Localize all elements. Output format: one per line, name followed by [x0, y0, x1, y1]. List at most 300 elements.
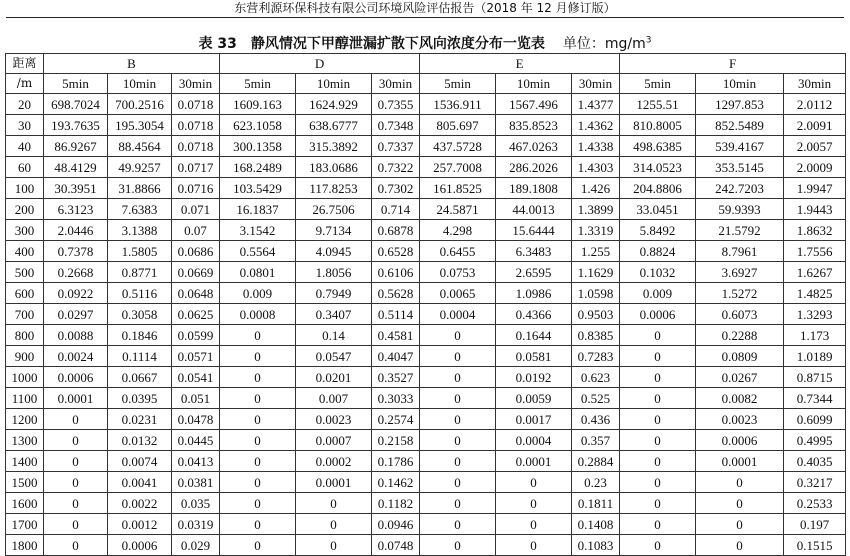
table-title-text: 表 33 静风情况下甲醇泄漏扩散下风向浓度分布一览表 [198, 36, 545, 52]
concentration-cell: 1.0598 [572, 283, 620, 304]
concentration-cell: 0.0625 [172, 304, 220, 325]
concentration-cell: 1.7556 [784, 241, 846, 262]
concentration-cell: 0 [44, 514, 108, 535]
concentration-cell: 168.2489 [220, 157, 296, 178]
concentration-cell: 0.0192 [496, 367, 572, 388]
concentration-cell: 204.8806 [620, 178, 696, 199]
concentration-cell: 0.0571 [172, 346, 220, 367]
time-header: 10min [296, 74, 372, 94]
table-row [6, 115, 846, 136]
concentration-cell: 0.5116 [108, 283, 172, 304]
concentration-cell: 0 [496, 535, 572, 556]
concentration-cell: 0.0024 [44, 346, 108, 367]
concentration-cell: 2.0091 [784, 115, 846, 136]
concentration-cell: 0 [696, 493, 784, 514]
header-rule [6, 17, 844, 18]
concentration-cell: 0.0201 [296, 367, 372, 388]
concentration-cell: 0.0001 [696, 451, 784, 472]
concentration-cell: 2.0112 [784, 94, 846, 115]
concentration-cell: 0.7344 [784, 388, 846, 409]
concentration-cell: 1.4362 [572, 115, 620, 136]
concentration-cell: 0.436 [572, 409, 620, 430]
concentration-cell: 0.5628 [372, 283, 420, 304]
concentration-cell: 0.8824 [620, 241, 696, 262]
concentration-cell: 0.0065 [420, 283, 496, 304]
concentration-cell: 0 [296, 493, 372, 514]
distance-cell: 400 [6, 241, 44, 262]
table-row [6, 346, 846, 367]
concentration-cell: 437.5728 [420, 136, 496, 157]
distance-cell: 1000 [6, 367, 44, 388]
concentration-cell: 0.0082 [696, 388, 784, 409]
concentration-cell: 7.6383 [108, 199, 172, 220]
table-row [6, 367, 846, 388]
concentration-cell: 0.0088 [44, 325, 108, 346]
concentration-cell: 0.0946 [372, 514, 420, 535]
concentration-cell: 0.0074 [108, 451, 172, 472]
concentration-cell: 0.0132 [108, 430, 172, 451]
concentration-cell: 0.0059 [496, 388, 572, 409]
concentration-cell: 0.1811 [572, 493, 620, 514]
distance-cell: 900 [6, 346, 44, 367]
concentration-cell: 0 [420, 472, 496, 493]
concentration-cell: 0.357 [572, 430, 620, 451]
concentration-cell: 498.6385 [620, 136, 696, 157]
table-unit-text: 单位：mg/m [562, 36, 646, 52]
concentration-cell: 698.7024 [44, 94, 108, 115]
concentration-cell: 5.8492 [620, 220, 696, 241]
concentration-cell: 0 [420, 535, 496, 556]
concentration-cell: 0.0231 [108, 409, 172, 430]
concentration-cell: 195.3054 [108, 115, 172, 136]
distance-cell: 1400 [6, 451, 44, 472]
table-title [0, 35, 850, 53]
concentration-cell: 2.6595 [496, 262, 572, 283]
concentration-cell: 2.0057 [784, 136, 846, 157]
concentration-cell: 0.5114 [372, 304, 420, 325]
concentration-cell: 9.7134 [296, 220, 372, 241]
concentration-cell: 0.071 [172, 199, 220, 220]
concentration-cell: 2.0446 [44, 220, 108, 241]
concentration-cell: 3.6927 [696, 262, 784, 283]
concentration-cell: 0.8771 [108, 262, 172, 283]
concentration-cell: 242.7203 [696, 178, 784, 199]
concentration-cell: 0.7322 [372, 157, 420, 178]
concentration-cell: 1255.51 [620, 94, 696, 115]
concentration-cell: 353.5145 [696, 157, 784, 178]
concentration-cell: 0 [620, 493, 696, 514]
table-row [6, 409, 846, 430]
distance-cell: 1800 [6, 535, 44, 556]
concentration-cell: 0.0669 [172, 262, 220, 283]
concentration-cell: 0.0004 [420, 304, 496, 325]
concentration-cell: 0 [620, 535, 696, 556]
concentration-cell: 1624.929 [296, 94, 372, 115]
concentration-cell: 0 [220, 388, 296, 409]
concentration-cell: 0 [496, 493, 572, 514]
table-unit [563, 36, 652, 52]
concentration-cell: 0.4035 [784, 451, 846, 472]
concentration-cell: 0.714 [372, 199, 420, 220]
concentration-cell: 0.0445 [172, 430, 220, 451]
time-header: 5min [44, 74, 108, 94]
concentration-cell: 0.0718 [172, 115, 220, 136]
concentration-cell: 1.4825 [784, 283, 846, 304]
concentration-cell: 0.029 [172, 535, 220, 556]
concentration-cell: 700.2516 [108, 94, 172, 115]
concentration-cell: 0.1408 [572, 514, 620, 535]
time-header: 30min [372, 74, 420, 94]
concentration-cell: 0.0541 [172, 367, 220, 388]
concentration-cell: 0 [220, 409, 296, 430]
class-header-d: D [220, 54, 420, 74]
class-header-b: B [44, 54, 220, 74]
table-header-row-classes [6, 54, 846, 74]
concentration-cell: 0.6878 [372, 220, 420, 241]
concentration-cell: 0 [44, 472, 108, 493]
concentration-cell: 1.9443 [784, 199, 846, 220]
concentration-cell: 1.1629 [572, 262, 620, 283]
concentration-cell: 0.0581 [496, 346, 572, 367]
concentration-cell: 0 [44, 430, 108, 451]
concentration-cell: 0 [220, 430, 296, 451]
time-header: 5min [220, 74, 296, 94]
concentration-cell: 33.0451 [620, 199, 696, 220]
concentration-cell: 0 [496, 472, 572, 493]
concentration-cell: 0 [220, 535, 296, 556]
concentration-cell: 0 [620, 325, 696, 346]
concentration-cell: 0 [296, 535, 372, 556]
concentration-cell: 15.6444 [496, 220, 572, 241]
concentration-cell: 1609.163 [220, 94, 296, 115]
concentration-cell: 0.4047 [372, 346, 420, 367]
concentration-cell: 0.0022 [108, 493, 172, 514]
distance-cell: 1300 [6, 430, 44, 451]
concentration-cell: 0.0413 [172, 451, 220, 472]
concentration-cell: 0.7302 [372, 178, 420, 199]
concentration-cell: 0.7337 [372, 136, 420, 157]
concentration-cell: 0.6528 [372, 241, 420, 262]
concentration-cell: 0.1846 [108, 325, 172, 346]
concentration-cell: 0.2158 [372, 430, 420, 451]
concentration-cell: 0.7378 [44, 241, 108, 262]
concentration-cell: 0.0023 [696, 409, 784, 430]
concentration-cell: 0.0008 [220, 304, 296, 325]
distance-header-top: 距离 [6, 54, 44, 74]
concentration-cell: 0.0547 [296, 346, 372, 367]
time-header: 10min [108, 74, 172, 94]
concentration-cell: 6.3123 [44, 199, 108, 220]
concentration-cell: 314.0523 [620, 157, 696, 178]
concentration-cell: 0.3033 [372, 388, 420, 409]
table-row [6, 241, 846, 262]
concentration-cell: 0.0395 [108, 388, 172, 409]
concentration-cell: 0.7949 [296, 283, 372, 304]
concentration-cell: 315.3892 [296, 136, 372, 157]
concentration-cell: 0 [620, 388, 696, 409]
concentration-cell: 3.1542 [220, 220, 296, 241]
table-row [6, 136, 846, 157]
concentration-cell: 0.14 [296, 325, 372, 346]
concentration-cell: 0.0006 [44, 367, 108, 388]
concentration-cell: 0 [420, 493, 496, 514]
concentration-cell: 0 [220, 472, 296, 493]
concentration-cell: 0.0017 [496, 409, 572, 430]
concentration-cell: 0 [220, 451, 296, 472]
concentration-cell: 86.9267 [44, 136, 108, 157]
concentration-cell: 0.0718 [172, 136, 220, 157]
concentration-cell: 193.7635 [44, 115, 108, 136]
concentration-cell: 810.8005 [620, 115, 696, 136]
concentration-cell: 0.1114 [108, 346, 172, 367]
concentration-cell: 1567.496 [496, 94, 572, 115]
concentration-cell: 0.0718 [172, 94, 220, 115]
table-unit-superscript: 3 [645, 35, 652, 46]
concentration-cell: 0 [620, 367, 696, 388]
distance-cell: 800 [6, 325, 44, 346]
concentration-cell: 0.0599 [172, 325, 220, 346]
concentration-cell: 0.051 [172, 388, 220, 409]
table-row [6, 157, 846, 178]
concentration-cell: 1.255 [572, 241, 620, 262]
concentration-cell: 805.697 [420, 115, 496, 136]
concentration-cell: 0 [220, 514, 296, 535]
concentration-cell: 0.0006 [696, 430, 784, 451]
concentration-cell: 0 [220, 493, 296, 514]
distance-cell: 60 [6, 157, 44, 178]
concentration-cell: 0.6455 [420, 241, 496, 262]
time-header: 10min [496, 74, 572, 94]
concentration-cell: 3.1388 [108, 220, 172, 241]
concentration-cell: 0 [420, 388, 496, 409]
table-header-row-times [6, 74, 846, 94]
table-row [6, 451, 846, 472]
time-header: 30min [172, 74, 220, 94]
table-row [6, 262, 846, 283]
concentration-cell: 1.5805 [108, 241, 172, 262]
concentration-cell: 1.9947 [784, 178, 846, 199]
concentration-cell: 638.6777 [296, 115, 372, 136]
concentration-cell: 0.3058 [108, 304, 172, 325]
table-row [6, 199, 846, 220]
concentration-cell: 1.8056 [296, 262, 372, 283]
concentration-cell: 0.0007 [296, 430, 372, 451]
concentration-cell: 0.3407 [296, 304, 372, 325]
table-row [6, 430, 846, 451]
table-row [6, 178, 846, 199]
concentration-cell: 0 [696, 514, 784, 535]
concentration-cell: 8.7961 [696, 241, 784, 262]
concentration-cell: 0 [420, 367, 496, 388]
concentration-cell: 0.1786 [372, 451, 420, 472]
concentration-cell: 1.4338 [572, 136, 620, 157]
distance-header-unit: /m [6, 74, 44, 94]
concentration-cell: 44.0013 [496, 199, 572, 220]
concentration-cell: 0 [220, 367, 296, 388]
concentration-cell: 300.1358 [220, 136, 296, 157]
concentration-cell: 0.0922 [44, 283, 108, 304]
concentration-cell: 852.5489 [696, 115, 784, 136]
concentration-cell: 0.2533 [784, 493, 846, 514]
concentration-cell: 1.4303 [572, 157, 620, 178]
concentration-cell: 88.4564 [108, 136, 172, 157]
concentration-cell: 467.0263 [496, 136, 572, 157]
concentration-cell: 0.009 [620, 283, 696, 304]
distance-cell: 40 [6, 136, 44, 157]
concentration-cell: 0.0801 [220, 262, 296, 283]
concentration-cell: 24.5871 [420, 199, 496, 220]
concentration-cell: 0.1515 [784, 535, 846, 556]
concentration-cell: 0.0012 [108, 514, 172, 535]
time-header: 10min [696, 74, 784, 94]
concentration-cell: 1.3319 [572, 220, 620, 241]
time-header: 5min [620, 74, 696, 94]
concentration-cell: 0.3217 [784, 472, 846, 493]
concentration-cell: 0.1083 [572, 535, 620, 556]
class-header-e: E [420, 54, 620, 74]
table-row [6, 220, 846, 241]
concentration-cell: 0.1462 [372, 472, 420, 493]
concentration-cell: 0.0023 [296, 409, 372, 430]
concentration-cell: 0.0381 [172, 472, 220, 493]
concentration-cell: 0.8715 [784, 367, 846, 388]
concentration-cell: 16.1837 [220, 199, 296, 220]
concentration-cell: 1.426 [572, 178, 620, 199]
concentration-cell: 0 [44, 493, 108, 514]
concentration-cell: 1.5272 [696, 283, 784, 304]
concentration-cell: 1.6267 [784, 262, 846, 283]
concentration-cell: 0.0006 [108, 535, 172, 556]
concentration-cell: 0 [44, 451, 108, 472]
distance-cell: 20 [6, 94, 44, 115]
concentration-cell: 161.8525 [420, 178, 496, 199]
concentration-cell: 0.5564 [220, 241, 296, 262]
concentration-cell: 59.9393 [696, 199, 784, 220]
concentration-cell: 0 [696, 472, 784, 493]
concentration-cell: 0.6073 [696, 304, 784, 325]
concentration-cell: 1.0189 [784, 346, 846, 367]
concentration-cell: 0.0001 [44, 388, 108, 409]
concentration-table [5, 53, 846, 556]
concentration-cell: 0.0001 [496, 451, 572, 472]
concentration-cell: 0.0478 [172, 409, 220, 430]
concentration-cell: 0.0648 [172, 283, 220, 304]
distance-cell: 600 [6, 283, 44, 304]
concentration-cell: 0.4581 [372, 325, 420, 346]
concentration-cell: 0 [420, 346, 496, 367]
concentration-cell: 0.0809 [696, 346, 784, 367]
concentration-cell: 0.4995 [784, 430, 846, 451]
concentration-cell: 0 [420, 325, 496, 346]
distance-cell: 200 [6, 199, 44, 220]
concentration-cell: 0.4366 [496, 304, 572, 325]
distance-cell: 100 [6, 178, 44, 199]
concentration-cell: 0.197 [784, 514, 846, 535]
concentration-cell: 0.0001 [296, 472, 372, 493]
concentration-cell: 0 [296, 514, 372, 535]
concentration-cell: 0 [620, 514, 696, 535]
concentration-cell: 1.0986 [496, 283, 572, 304]
concentration-cell: 0.007 [296, 388, 372, 409]
concentration-cell: 0.9503 [572, 304, 620, 325]
page-header: 东营利源环保科技有限公司环境风险评估报告（2018 年 12 月修订版） [234, 1, 616, 15]
concentration-cell: 0.23 [572, 472, 620, 493]
concentration-cell: 286.2026 [496, 157, 572, 178]
concentration-cell: 0 [420, 430, 496, 451]
table-row [6, 94, 846, 115]
concentration-cell: 0.0006 [620, 304, 696, 325]
concentration-cell: 31.8866 [108, 178, 172, 199]
concentration-cell: 623.1058 [220, 115, 296, 136]
table-row [6, 388, 846, 409]
time-header: 5min [420, 74, 496, 94]
concentration-cell: 2.0009 [784, 157, 846, 178]
concentration-cell: 0.6106 [372, 262, 420, 283]
concentration-cell: 0 [44, 535, 108, 556]
time-header: 30min [784, 74, 846, 94]
concentration-cell: 0.0717 [172, 157, 220, 178]
concentration-cell: 0.0297 [44, 304, 108, 325]
concentration-cell: 0.1644 [496, 325, 572, 346]
distance-cell: 1100 [6, 388, 44, 409]
concentration-cell: 0.7348 [372, 115, 420, 136]
concentration-cell: 0.2288 [696, 325, 784, 346]
concentration-cell: 0.1182 [372, 493, 420, 514]
concentration-cell: 0.0748 [372, 535, 420, 556]
concentration-cell: 30.3951 [44, 178, 108, 199]
table-row [6, 514, 846, 535]
concentration-cell: 0 [220, 325, 296, 346]
concentration-cell: 0.0753 [420, 262, 496, 283]
distance-cell: 1500 [6, 472, 44, 493]
concentration-cell: 0 [620, 409, 696, 430]
concentration-cell: 257.7008 [420, 157, 496, 178]
concentration-cell: 6.3483 [496, 241, 572, 262]
concentration-cell: 0.1032 [620, 262, 696, 283]
concentration-cell: 4.298 [420, 220, 496, 241]
concentration-cell: 0 [620, 472, 696, 493]
distance-cell: 500 [6, 262, 44, 283]
concentration-cell: 0.8385 [572, 325, 620, 346]
concentration-cell: 0.035 [172, 493, 220, 514]
concentration-cell: 0 [620, 451, 696, 472]
concentration-cell: 0 [420, 451, 496, 472]
concentration-cell: 0.623 [572, 367, 620, 388]
concentration-cell: 0.0002 [296, 451, 372, 472]
concentration-cell: 0.0041 [108, 472, 172, 493]
concentration-cell: 835.8523 [496, 115, 572, 136]
distance-cell: 1200 [6, 409, 44, 430]
table-body [6, 94, 846, 556]
concentration-cell: 0 [696, 535, 784, 556]
distance-cell: 1600 [6, 493, 44, 514]
concentration-cell: 0.0267 [696, 367, 784, 388]
distance-cell: 300 [6, 220, 44, 241]
concentration-cell: 0.0716 [172, 178, 220, 199]
concentration-cell: 0.009 [220, 283, 296, 304]
concentration-cell: 21.5792 [696, 220, 784, 241]
concentration-cell: 0 [620, 430, 696, 451]
concentration-cell: 0.0004 [496, 430, 572, 451]
concentration-cell: 1.4377 [572, 94, 620, 115]
concentration-cell: 1297.853 [696, 94, 784, 115]
concentration-cell: 0.2884 [572, 451, 620, 472]
distance-cell: 1700 [6, 514, 44, 535]
concentration-cell: 0.0319 [172, 514, 220, 535]
concentration-cell: 1.3899 [572, 199, 620, 220]
concentration-cell: 1536.911 [420, 94, 496, 115]
concentration-cell: 1.8632 [784, 220, 846, 241]
